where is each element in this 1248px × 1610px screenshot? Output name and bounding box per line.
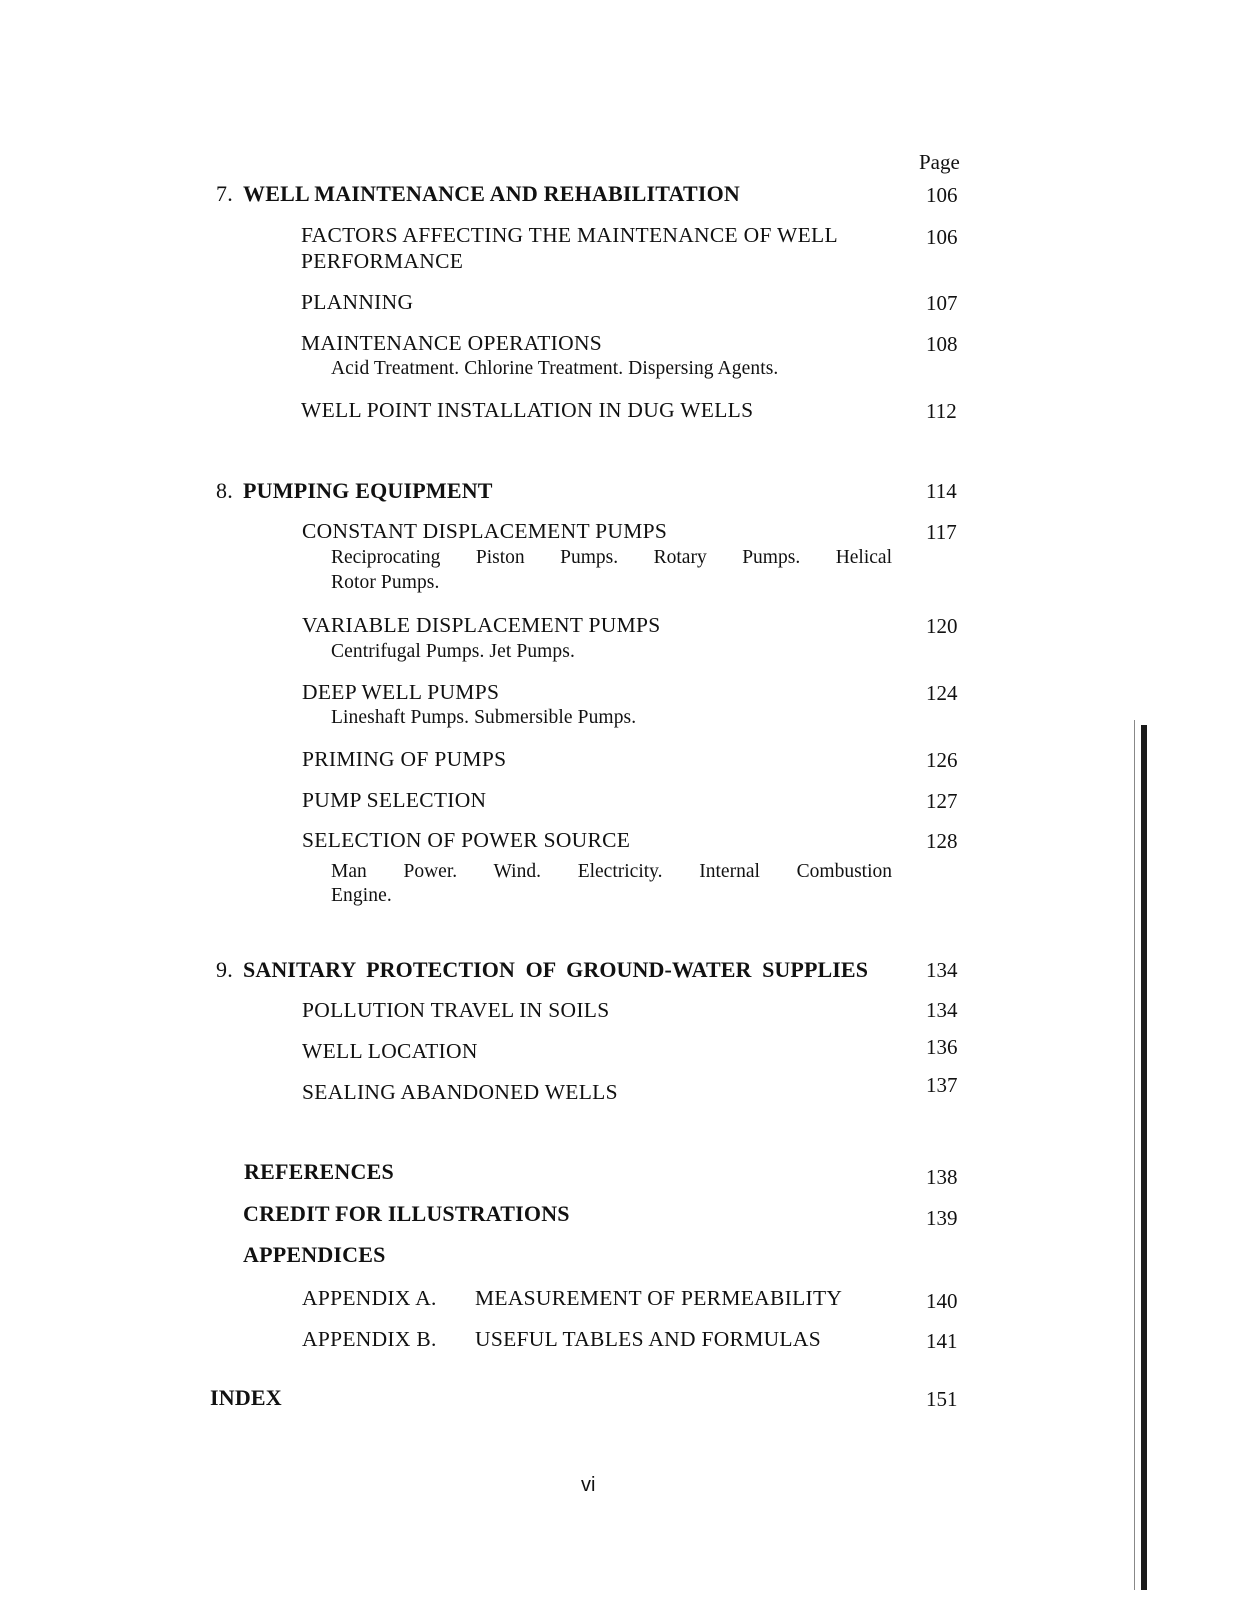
page-column-header: Page <box>919 150 960 174</box>
section-title: VARIABLE DISPLACEMENT PUMPS <box>302 613 661 637</box>
section-title: WELL LOCATION <box>302 1039 478 1063</box>
appendices-title: APPENDICES <box>243 1242 386 1267</box>
credit-page: 139 <box>926 1206 958 1230</box>
section-title: POLLUTION TRAVEL IN SOILS <box>302 998 610 1022</box>
appendix-label: APPENDIX B. <box>302 1327 437 1351</box>
section-title: SELECTION OF POWER SOURCE <box>302 828 631 852</box>
section-subtopics: Man Power. Wind. Electricity. Internal Combustion <box>331 861 892 882</box>
chapter-number: 9. <box>216 957 233 982</box>
section-subtopics-continued: Rotor Pumps. <box>331 572 440 593</box>
section-subtopics-continued: Engine. <box>331 885 392 906</box>
section-page: 134 <box>926 998 958 1022</box>
appendix-title: MEASUREMENT OF PERMEABILITY <box>475 1286 843 1310</box>
section-page: 106 <box>926 225 958 249</box>
section-title: PRIMING OF PUMPS <box>302 747 507 771</box>
chapter-title: WELL MAINTENANCE AND REHABILITATION <box>243 181 740 206</box>
section-page: 107 <box>926 291 958 315</box>
section-title: WELL POINT INSTALLATION IN DUG WELLS <box>301 398 754 422</box>
chapter-number: 8. <box>216 478 233 503</box>
section-page: 120 <box>926 614 958 638</box>
section-title-continued: PERFORMANCE <box>301 249 464 273</box>
references-page: 138 <box>926 1165 958 1189</box>
credit-title: CREDIT FOR ILLUSTRATIONS <box>243 1201 570 1226</box>
section-subtopics: Lineshaft Pumps. Submersible Pumps. <box>331 707 637 728</box>
appendix-title: USEFUL TABLES AND FORMULAS <box>475 1327 821 1351</box>
section-title: DEEP WELL PUMPS <box>302 680 500 704</box>
section-title: PUMP SELECTION <box>302 788 487 812</box>
section-page: 136 <box>926 1035 958 1059</box>
section-page: 137 <box>926 1073 958 1097</box>
index-title: INDEX <box>210 1385 282 1410</box>
section-title: MAINTENANCE OPERATIONS <box>301 331 603 355</box>
index-page: 151 <box>926 1387 958 1411</box>
section-subtopics: Centrifugal Pumps. Jet Pumps. <box>331 641 575 662</box>
section-page: 128 <box>926 829 958 853</box>
section-page: 127 <box>926 789 958 813</box>
section-subtopics: Reciprocating Piston Pumps. Rotary Pumps. Helical <box>331 547 892 568</box>
chapter-number: 7. <box>216 181 233 206</box>
appendix-page: 140 <box>926 1289 958 1313</box>
section-page: 108 <box>926 332 958 356</box>
references-title: REFERENCES <box>244 1159 394 1184</box>
chapter-page: 106 <box>926 183 958 207</box>
section-subtopics: Acid Treatment. Chlorine Treatment. Dispersing Agents. <box>331 358 779 379</box>
page-edge-shadow <box>1134 720 1135 1590</box>
page-folio: vi <box>581 1474 596 1496</box>
appendix-page: 141 <box>926 1329 958 1353</box>
chapter-page: 134 <box>926 958 958 982</box>
section-title: FACTORS AFFECTING THE MAINTENANCE OF WELL <box>301 223 838 247</box>
section-page: 126 <box>926 748 958 772</box>
section-title: CONSTANT DISPLACEMENT PUMPS <box>302 519 668 543</box>
chapter-title: SANITARY PROTECTION OF GROUND-WATER SUPPLIES <box>243 957 869 982</box>
appendix-label: APPENDIX A. <box>302 1286 437 1310</box>
page-edge <box>1141 725 1147 1590</box>
section-page: 112 <box>926 399 957 423</box>
chapter-title: PUMPING EQUIPMENT <box>243 478 493 503</box>
section-title: PLANNING <box>301 290 414 314</box>
chapter-page: 114 <box>926 479 957 503</box>
section-page: 124 <box>926 681 958 705</box>
section-page: 117 <box>926 520 957 544</box>
section-title: SEALING ABANDONED WELLS <box>302 1080 618 1104</box>
